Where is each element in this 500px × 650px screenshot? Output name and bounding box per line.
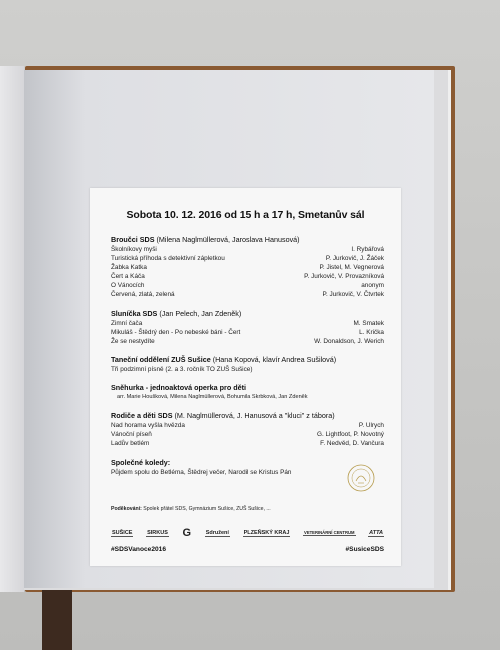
section-heading: Taneční oddělení ZUŠ Sušice (Hana Kopová, klavír Andrea Sušilová) xyxy=(111,355,337,364)
logo-sirkus: SIRKUS xyxy=(147,529,168,536)
list-item: Půjdem spolu do Betléma, Štědrej večer, Narodil se Kristus Pán xyxy=(111,469,292,476)
acknowledgements: Poděkování: Spolek přátel SDS, Gymnázium Sušice, ZUŠ Sušice, ... xyxy=(111,506,271,512)
program-sheet xyxy=(90,188,401,566)
list-item: Školníkovy myši I. Rybářová xyxy=(111,246,384,253)
hashtags xyxy=(111,546,384,553)
list-item: Turistická příhoda s detektivní zápletkou P. Jurkovič, J. Žáček xyxy=(111,255,384,262)
section-heading: Společné koledy: xyxy=(111,458,171,467)
list-item: Že se nestydíte W. Donaldson, J. Werich xyxy=(111,338,384,345)
list-item: Červená, zlatá, zelená P. Jurkovič, V. Čtvrtek xyxy=(111,291,384,298)
sponsor-logos xyxy=(111,524,384,542)
hashtag-left: #SDSVanoce2016 xyxy=(111,546,166,553)
list-item: Mikuláš - Štědrý den - Po nebeské báni - Čert L. Krička xyxy=(111,329,384,336)
list-item: Žabka Katka P. Jistel, M. Vegnerová xyxy=(111,264,384,271)
left-page-edge xyxy=(0,66,24,592)
section-heading: Rodiče a děti SDS (M. Naglmüllerová, J. Hanusová a "kluci" z tábora) xyxy=(111,411,335,420)
section-heading: Sluníčka SDS (Jan Pelech, Jan Zdeněk) xyxy=(111,309,242,318)
logo-susice: SUŠICE xyxy=(112,529,133,536)
logo-sdruzeni: Sdružení xyxy=(205,529,229,536)
choir-stamp-icon xyxy=(346,463,376,493)
page-title: Sobota 10. 12. 2016 od 15 h a 17 h, Smetanův sál xyxy=(126,209,365,221)
list-item: Zimní čača M. Smatek xyxy=(111,320,384,327)
logo-g: G xyxy=(182,527,192,539)
list-item: Tři podzimní písně (2. a 3. ročník TO ZUŠ Sušice) xyxy=(111,366,253,373)
logo-atta: ATTA xyxy=(369,529,383,536)
list-item: O Vánocích anonym xyxy=(111,282,384,289)
list-item: arr. Marie Houšková, Milena Naglmüllerová, Bohumila Skrbková, Jan Zdeněk xyxy=(117,394,308,400)
bookmark-ribbon xyxy=(42,590,72,650)
list-item: Ladův betlém F. Nedvěd, D. Vančura xyxy=(111,440,384,447)
list-item: Vánoční píseň G. Lightfoot, P. Novotný xyxy=(111,431,384,438)
logo-veterinarni-centrum: VETERINÁRNÍ CENTRUM xyxy=(304,530,355,535)
logo-plzensky-kraj: PLZEŇSKÝ KRAJ xyxy=(243,529,290,536)
hashtag-right: #SusiceSDS xyxy=(345,546,384,553)
list-item: Nad horama vyšla hvězda P. Ulrych xyxy=(111,422,384,429)
list-item: Čert a Káča P. Jurkovič, V. Provazníková xyxy=(111,273,384,280)
section-heading: Sněhurka - jednoaktová operka pro děti xyxy=(111,383,246,392)
section-heading: Broučci SDS (Milena Naglmüllerová, Jaroslava Hanusová) xyxy=(111,235,300,244)
